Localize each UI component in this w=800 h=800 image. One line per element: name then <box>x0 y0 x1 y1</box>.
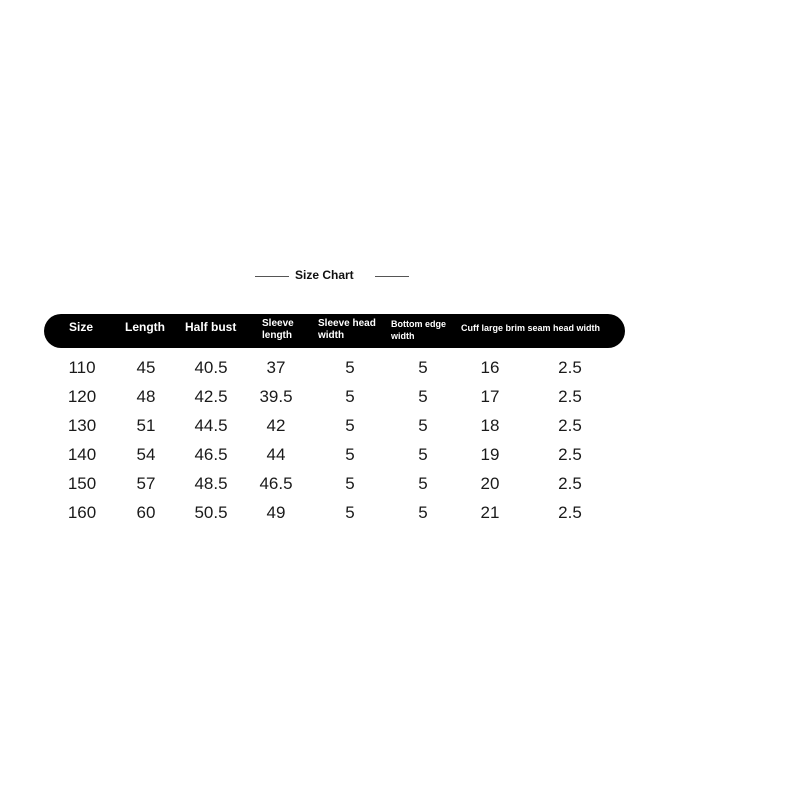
table-cell: 37 <box>266 358 286 377</box>
table-cell: 46.5 <box>194 445 228 464</box>
table-cell: 54 <box>136 445 156 464</box>
header-cuff-large-brim-seam-head-width: Cuff large brim seam head width <box>461 323 601 333</box>
table-row <box>0 470 660 499</box>
table-cell: 150 <box>67 474 97 493</box>
table-cell: 5 <box>345 445 355 464</box>
size-chart-title-row <box>0 266 660 286</box>
table-cell: 5 <box>418 387 428 406</box>
table-cell: 5 <box>418 358 428 377</box>
table-cell: 110 <box>68 358 96 377</box>
table-cell: 50.5 <box>194 503 228 522</box>
header-length: Length <box>125 320 165 334</box>
table-cell: 2.5 <box>558 416 582 435</box>
table-cell: 140 <box>67 445 97 464</box>
table-cell: 21 <box>480 503 500 522</box>
table-cell: 120 <box>67 387 97 406</box>
header-half-bust: Half bust <box>185 320 237 334</box>
table-cell: 5 <box>345 358 355 377</box>
table-cell: 5 <box>418 416 428 435</box>
table-cell: 39.5 <box>259 387 293 406</box>
table-cell: 5 <box>418 445 428 464</box>
table-row <box>0 383 660 412</box>
table-cell: 5 <box>345 387 355 406</box>
table-cell: 160 <box>67 503 97 522</box>
table-cell: 20 <box>480 474 500 493</box>
table-cell: 2.5 <box>558 474 582 493</box>
table-cell: 51 <box>136 416 156 435</box>
table-cell: 5 <box>418 503 428 522</box>
table-cell: 57 <box>136 474 156 493</box>
table-cell: 42 <box>266 416 286 435</box>
table-cell: 2.5 <box>558 358 582 377</box>
table-cell: 46.5 <box>259 474 293 493</box>
size-chart-title: Size Chart <box>295 268 354 282</box>
table-cell: 44 <box>266 445 286 464</box>
title-divider-left <box>255 276 289 277</box>
table-cell: 5 <box>345 474 355 493</box>
table-cell: 130 <box>67 416 97 435</box>
table-cell: 2.5 <box>558 445 582 464</box>
table-cell: 17 <box>480 387 500 406</box>
table-cell: 42.5 <box>194 387 228 406</box>
header-sleeve-head-width: Sleeve head width <box>318 318 376 341</box>
table-cell: 5 <box>418 474 428 493</box>
table-cell: 45 <box>136 358 156 377</box>
title-divider-right <box>375 276 409 277</box>
table-cell: 49 <box>266 503 286 522</box>
table-row <box>0 499 660 528</box>
header-sleeve-length: Sleeve length <box>262 318 294 341</box>
table-row <box>0 441 660 470</box>
table-header-bar <box>44 314 625 348</box>
table-cell: 40.5 <box>194 358 228 377</box>
table-cell: 18 <box>480 416 500 435</box>
size-table-body <box>0 354 660 528</box>
table-cell: 5 <box>345 416 355 435</box>
table-cell: 2.5 <box>558 387 582 406</box>
table-cell: 48 <box>136 387 156 406</box>
header-size: Size <box>69 320 94 334</box>
table-cell: 48.5 <box>194 474 228 493</box>
header-bottom-edge-width: Bottom edge width <box>391 319 446 341</box>
table-row <box>0 354 660 383</box>
table-cell: 44.5 <box>194 416 228 435</box>
table-cell: 19 <box>480 445 500 464</box>
table-cell: 60 <box>136 503 156 522</box>
table-cell: 16 <box>480 358 500 377</box>
table-cell: 5 <box>345 503 355 522</box>
table-cell: 2.5 <box>558 503 582 522</box>
table-row <box>0 412 660 441</box>
